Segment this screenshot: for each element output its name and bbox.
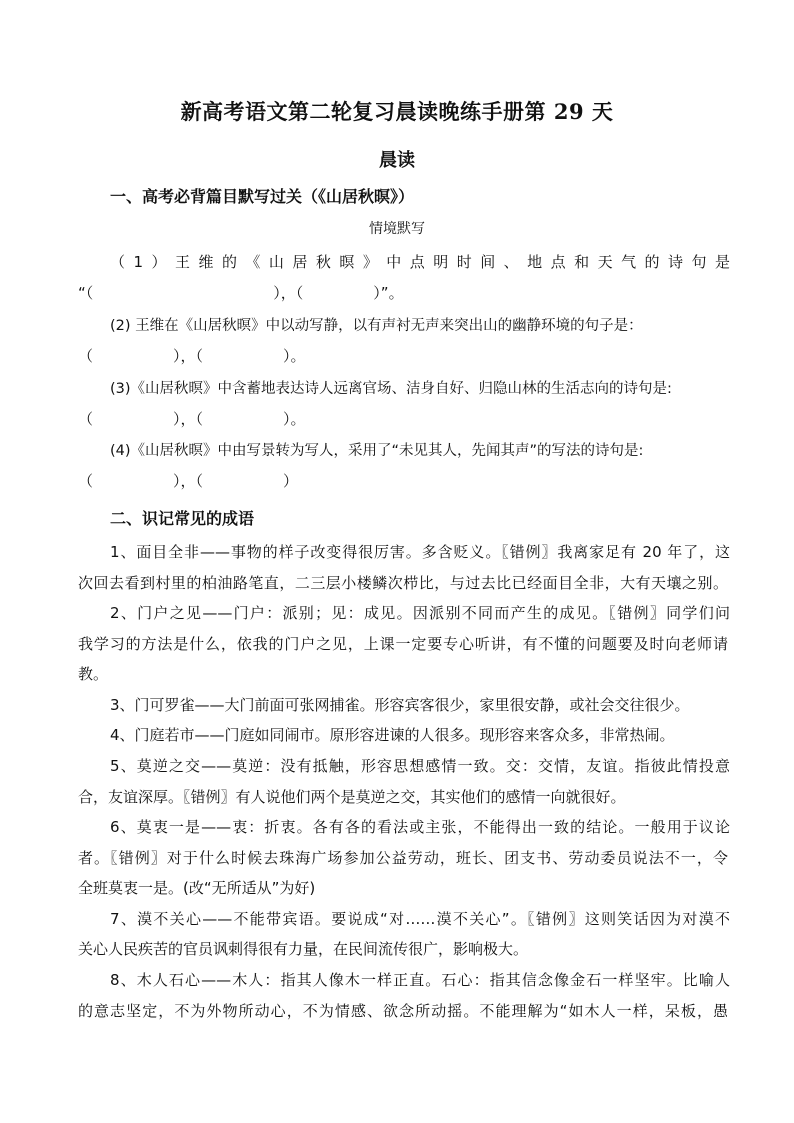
section1-subheading: 情境默写 <box>369 221 425 237</box>
question-4-blanks <box>78 470 728 491</box>
blank-close: ） <box>283 472 299 490</box>
question-3-text: (3)《山居秋暝》中含蓄地表达诗人远离官场、洁身自好、归隐山林的生活志向的诗句是: <box>110 381 672 397</box>
idiom-line: 合，友谊深厚。〖错例〗有人说他们两个是莫逆之交，其实他们的感情一向就很好。 <box>78 788 626 806</box>
blank-separator: ），（ <box>273 284 304 302</box>
blank-close: ）”。 <box>373 284 404 302</box>
question-2-text: (2) 王维在《山居秋暝》中以动写静，以有声衬无声来突出山的幽静环境的句子是： <box>110 318 643 334</box>
blank-open: （ <box>78 472 94 490</box>
page-title: 新高考语文第二轮复习晨读晚练手册第 29 天 <box>180 99 614 124</box>
idiom-line: 2、门户之见——门户：派别；见：成见。因派别不同而产生的成见。〖错例〗同学们问 <box>110 604 730 622</box>
blank-close: ）。 <box>283 347 306 365</box>
idiom-line: 6、莫衷一是——衷：折衷。各有各的看法或主张，不能得出一致的结论。一般用于议论 <box>110 818 730 836</box>
question-1-blanks <box>78 282 728 303</box>
section1-heading: 一、高考必背篇目默写过关（《山居秋暝》） <box>110 187 415 206</box>
idiom-line: 1、面目全非——事物的样子改变得很厉害。多含贬义。〖错例〗我离家足有 20 年了，这 <box>110 543 730 561</box>
blank-separator: ），（ <box>173 347 204 365</box>
idiom-line: 3、门可罗雀——大门前面可张网捕雀。形容宾客很少，家里很安静，或社会交往很少。 <box>110 696 690 714</box>
blank-open: （ <box>78 347 94 365</box>
question-2-blanks <box>78 345 728 366</box>
blank-open: “（ <box>78 284 94 302</box>
idiom-line: 7、漠不关心——不能带宾语。要说成“对……漠不关心”。〖错例〗这则笑话因为对漠不 <box>110 910 730 928</box>
blank-separator: ），（ <box>173 472 204 490</box>
blank-close: ）。 <box>283 410 306 428</box>
question-4-text: (4)《山居秋暝》中由写景转为写人，采用了“未见其人，先闻其声”的写法的诗句是: <box>110 443 644 459</box>
idiom-line: 者。〖错例〗对于什么时候去珠海广场参加公益劳动，班长、团支书、劳动委员说法不一，令 <box>78 849 728 867</box>
idiom-line: 我学习的方法是什么，依我的门户之见，上课一定要专心听讲，有不懂的问题要及时向老师请 <box>78 635 728 653</box>
section-subtitle: 晨读 <box>379 150 415 171</box>
question-1-text: （1）王维的《山居秋暝》中点明时间、地点和天气的诗句是 <box>110 253 730 271</box>
idiom-line: 全班莫衷一是。(改“无所适从”为好) <box>78 879 316 897</box>
section2-heading: 二、识记常见的成语 <box>110 509 255 528</box>
idiom-line: 的意志坚定，不为外物所动心，不为情感、欲念所动摇。不能理解为“如木人一样，呆板，愚 <box>78 1002 728 1020</box>
idiom-line: 4、门庭若市——门庭如同闹市。原形容进谏的人很多。现形容来客众多，非常热闹。 <box>110 726 675 744</box>
question-3-blanks <box>78 408 728 429</box>
idiom-line: 5、莫逆之交——莫逆：没有抵触，形容思想感情一致。交：交情，友谊。指彼此情投意 <box>110 757 730 775</box>
blank-open: （ <box>78 410 94 428</box>
idiom-line: 次回去看到村里的柏油路笔直，二三层小楼鳞次栉比，与过去比已经面目全非，大有天壤之别。 <box>78 574 728 592</box>
idiom-line: 关心人民疾苦的官员讽刺得很有力量，在民间流传很广，影响极大。 <box>78 940 529 958</box>
idiom-line: 教。 <box>78 665 109 683</box>
idiom-line: 8、木人石心——木人：指其人像木一样正直。石心：指其信念像金石一样坚牢。比喻人 <box>110 971 730 989</box>
blank-separator: ），（ <box>173 410 204 428</box>
